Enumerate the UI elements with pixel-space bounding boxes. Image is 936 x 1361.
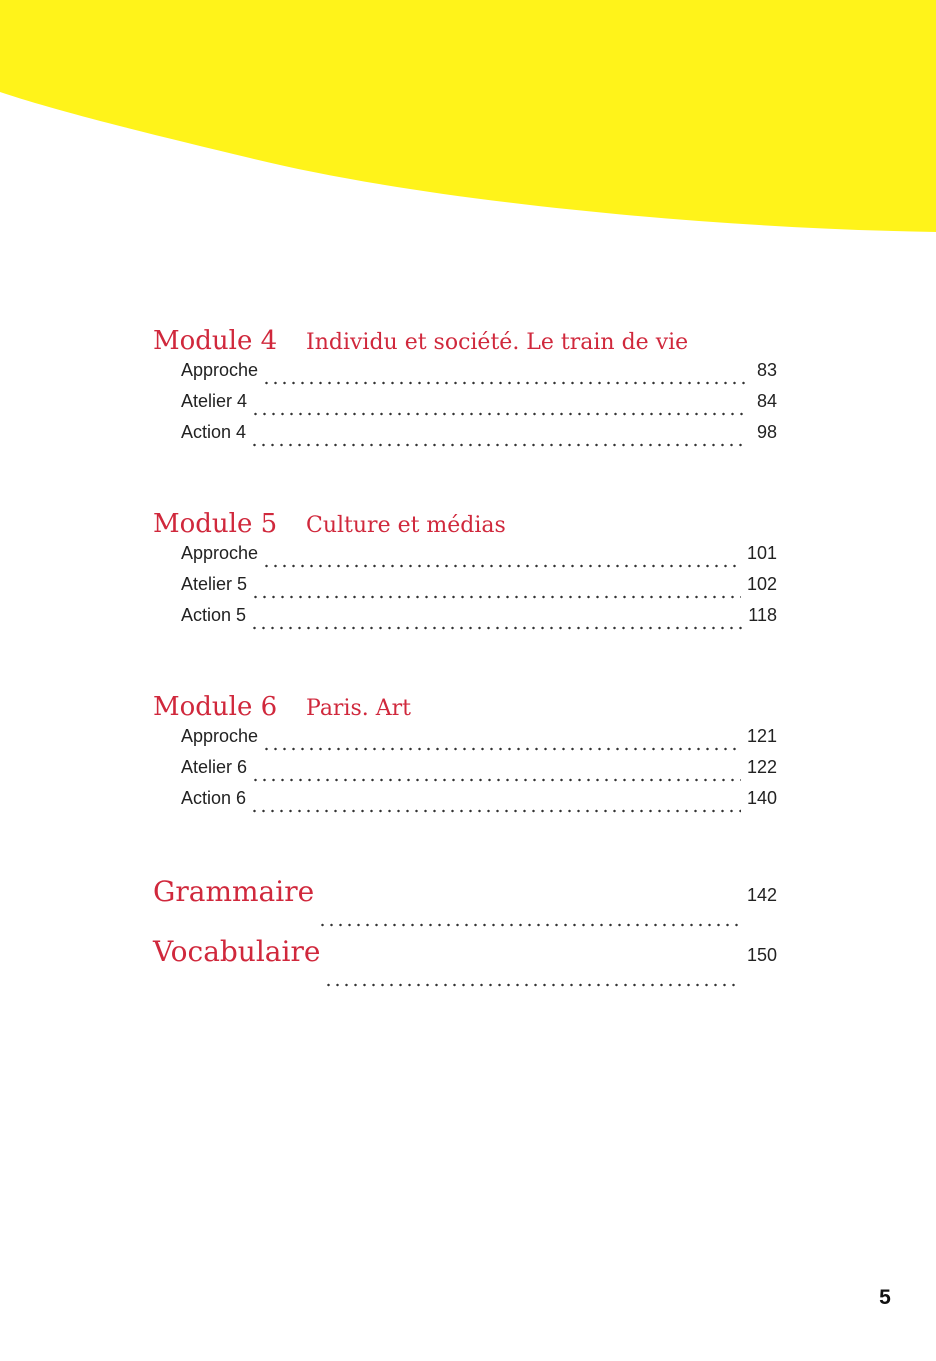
entry-label: Atelier 4 xyxy=(181,391,248,411)
toc-entry-approche[interactable] xyxy=(153,543,777,574)
entry-label: Approche xyxy=(181,543,259,563)
module-title: Paris. Art xyxy=(306,696,412,721)
entry-page-number: 83 xyxy=(756,360,777,380)
dot-leader xyxy=(250,795,741,813)
entry-page-number: 98 xyxy=(756,422,777,442)
dot-leader xyxy=(262,367,747,385)
toc-entry-atelier[interactable] xyxy=(153,574,777,605)
entry-page-number: 101 xyxy=(746,543,777,563)
module-number: Module 5 xyxy=(153,509,278,539)
entry-page-number: 118 xyxy=(748,605,777,625)
toc-entry-action[interactable] xyxy=(153,605,777,636)
entry-label: Approche xyxy=(181,726,259,746)
entry-page-number: 122 xyxy=(746,757,777,777)
appendix-label: Grammaire xyxy=(153,875,315,908)
module-number: Module 4 xyxy=(153,326,278,356)
toc-entry-approche[interactable] xyxy=(153,726,777,757)
entry-label: Atelier 6 xyxy=(181,757,248,777)
toc-entry-approche[interactable] xyxy=(153,360,777,391)
entry-label: Action 6 xyxy=(181,788,247,808)
toc-entry-atelier[interactable] xyxy=(153,757,777,788)
entry-page-number: 84 xyxy=(756,391,777,411)
entry-page-number: 150 xyxy=(746,945,777,965)
toc-entry-vocabulaire[interactable] xyxy=(153,935,777,995)
dot-leader xyxy=(250,429,747,447)
dot-leader xyxy=(250,612,742,630)
toc-entry-action[interactable] xyxy=(153,788,777,819)
toc-entry-action[interactable] xyxy=(153,422,777,453)
toc-entry-grammaire[interactable] xyxy=(153,875,777,935)
entry-label: Action 5 xyxy=(181,605,247,625)
module-heading xyxy=(153,692,777,726)
entry-page-number: 121 xyxy=(746,726,777,746)
toc-entry-atelier[interactable] xyxy=(153,391,777,422)
module-6-section xyxy=(153,692,777,819)
page-number: 5 xyxy=(879,1286,891,1309)
module-heading xyxy=(153,326,777,360)
module-number: Module 6 xyxy=(153,692,278,722)
entry-label: Atelier 5 xyxy=(181,574,248,594)
dot-leader xyxy=(251,764,741,782)
entry-page-number: 140 xyxy=(746,788,777,808)
dot-leader xyxy=(262,550,741,568)
module-title: Individu et société. Le train de vie xyxy=(306,330,689,355)
dot-leader xyxy=(318,909,741,927)
entry-label: Action 4 xyxy=(181,422,247,442)
dot-leader xyxy=(251,398,747,416)
table-of-contents xyxy=(153,326,777,995)
yellow-wave-decoration xyxy=(0,0,936,240)
module-5-section xyxy=(153,509,777,636)
entry-page-number: 142 xyxy=(746,885,777,905)
appendix-label: Vocabulaire xyxy=(153,935,321,968)
entry-label: Approche xyxy=(181,360,259,380)
entry-page-number: 102 xyxy=(746,574,777,594)
dot-leader xyxy=(262,733,741,751)
module-4-section xyxy=(153,326,777,453)
module-heading xyxy=(153,509,777,543)
dot-leader xyxy=(251,581,741,599)
module-title: Culture et médias xyxy=(306,513,506,538)
dot-leader xyxy=(324,969,741,987)
